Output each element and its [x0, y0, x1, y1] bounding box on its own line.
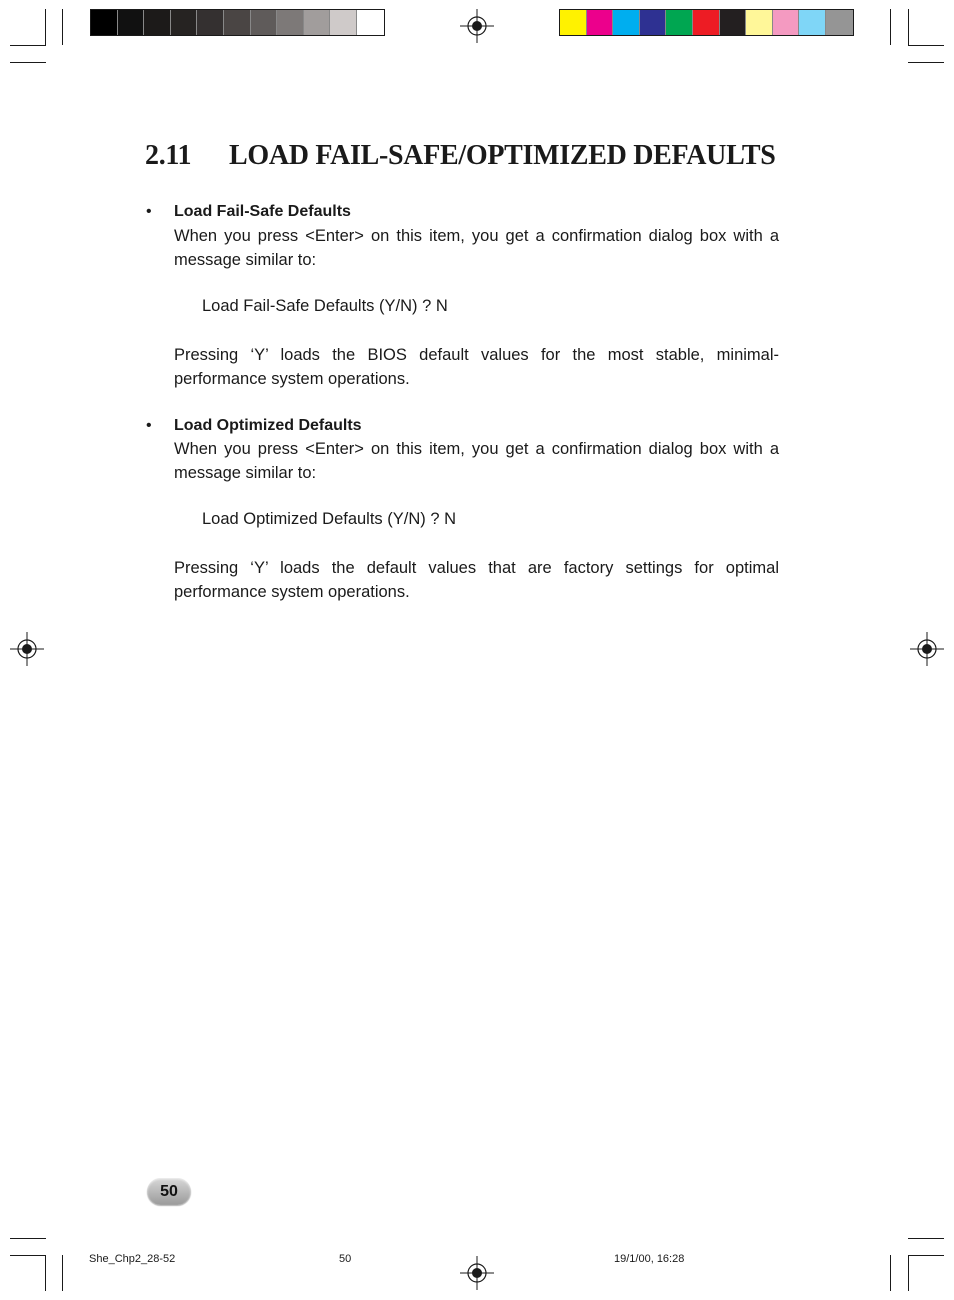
item-intro: When you press <Enter> on this item, you get a confirmation dialog box with a message similar to:	[174, 440, 779, 482]
bullet-icon: •	[146, 417, 152, 434]
color-swatch	[560, 10, 587, 35]
color-swatch	[799, 10, 826, 35]
crop-mark	[10, 1255, 46, 1256]
crop-mark	[890, 9, 891, 45]
color-swatch	[277, 10, 304, 35]
color-calibration-bar	[559, 9, 854, 36]
crop-mark	[45, 9, 46, 45]
color-swatch	[304, 10, 331, 35]
color-swatch	[357, 10, 384, 35]
color-swatch	[640, 10, 667, 35]
item-title: Load Optimized Defaults	[174, 417, 362, 434]
crop-mark	[908, 45, 944, 46]
slug-filename: She_Chp2_28-52	[89, 1253, 176, 1265]
confirmation-prompt: Load Optimized Defaults (Y/N) ? N	[202, 510, 457, 528]
color-swatch	[91, 10, 118, 35]
registration-mark-icon	[910, 632, 944, 666]
item-title: Load Fail-Safe Defaults	[174, 203, 351, 220]
crop-mark	[62, 1255, 63, 1291]
slug-page: 50	[339, 1253, 352, 1265]
color-swatch	[587, 10, 614, 35]
crop-mark	[45, 1255, 46, 1291]
grayscale-calibration-bar	[90, 9, 385, 36]
crop-mark	[908, 62, 944, 63]
section-title: LOAD FAIL-SAFE/OPTIMIZED DEFAULTS	[229, 140, 776, 171]
section-number: 2.11	[145, 140, 192, 171]
color-swatch	[224, 10, 251, 35]
crop-mark	[62, 9, 63, 45]
color-swatch	[197, 10, 224, 35]
registration-mark-icon	[460, 9, 494, 43]
section-heading	[145, 140, 845, 172]
bullet-icon: •	[146, 203, 152, 220]
crop-mark	[10, 45, 46, 46]
color-swatch	[613, 10, 640, 35]
registration-mark-icon	[10, 632, 44, 666]
color-swatch	[118, 10, 145, 35]
color-swatch	[144, 10, 171, 35]
item-description: Pressing ‘Y’ loads the BIOS default values for the most stable, minimal-performance system operations.	[174, 346, 779, 388]
color-swatch	[746, 10, 773, 35]
crop-mark	[10, 1238, 46, 1239]
color-swatch	[693, 10, 720, 35]
color-swatch	[826, 10, 853, 35]
color-swatch	[251, 10, 278, 35]
registration-mark-icon	[460, 1256, 494, 1290]
color-swatch	[330, 10, 357, 35]
item-description: Pressing ‘Y’ loads the default values that are factory settings for optimal performance system operations.	[174, 559, 779, 601]
crop-mark	[890, 1255, 891, 1291]
crop-mark	[908, 1238, 944, 1239]
color-swatch	[773, 10, 800, 35]
color-swatch	[171, 10, 198, 35]
crop-mark	[908, 1255, 944, 1256]
crop-mark	[908, 1255, 909, 1291]
color-swatch	[720, 10, 747, 35]
slug-date: 19/1/00, 16:28	[614, 1253, 685, 1265]
confirmation-prompt: Load Fail-Safe Defaults (Y/N) ? N	[202, 297, 448, 315]
color-swatch	[666, 10, 693, 35]
crop-mark	[908, 9, 909, 45]
page-number-badge: 50	[147, 1178, 191, 1205]
crop-mark	[10, 62, 46, 63]
item-intro: When you press <Enter> on this item, you get a confirmation dialog box with a message similar to:	[174, 227, 779, 269]
